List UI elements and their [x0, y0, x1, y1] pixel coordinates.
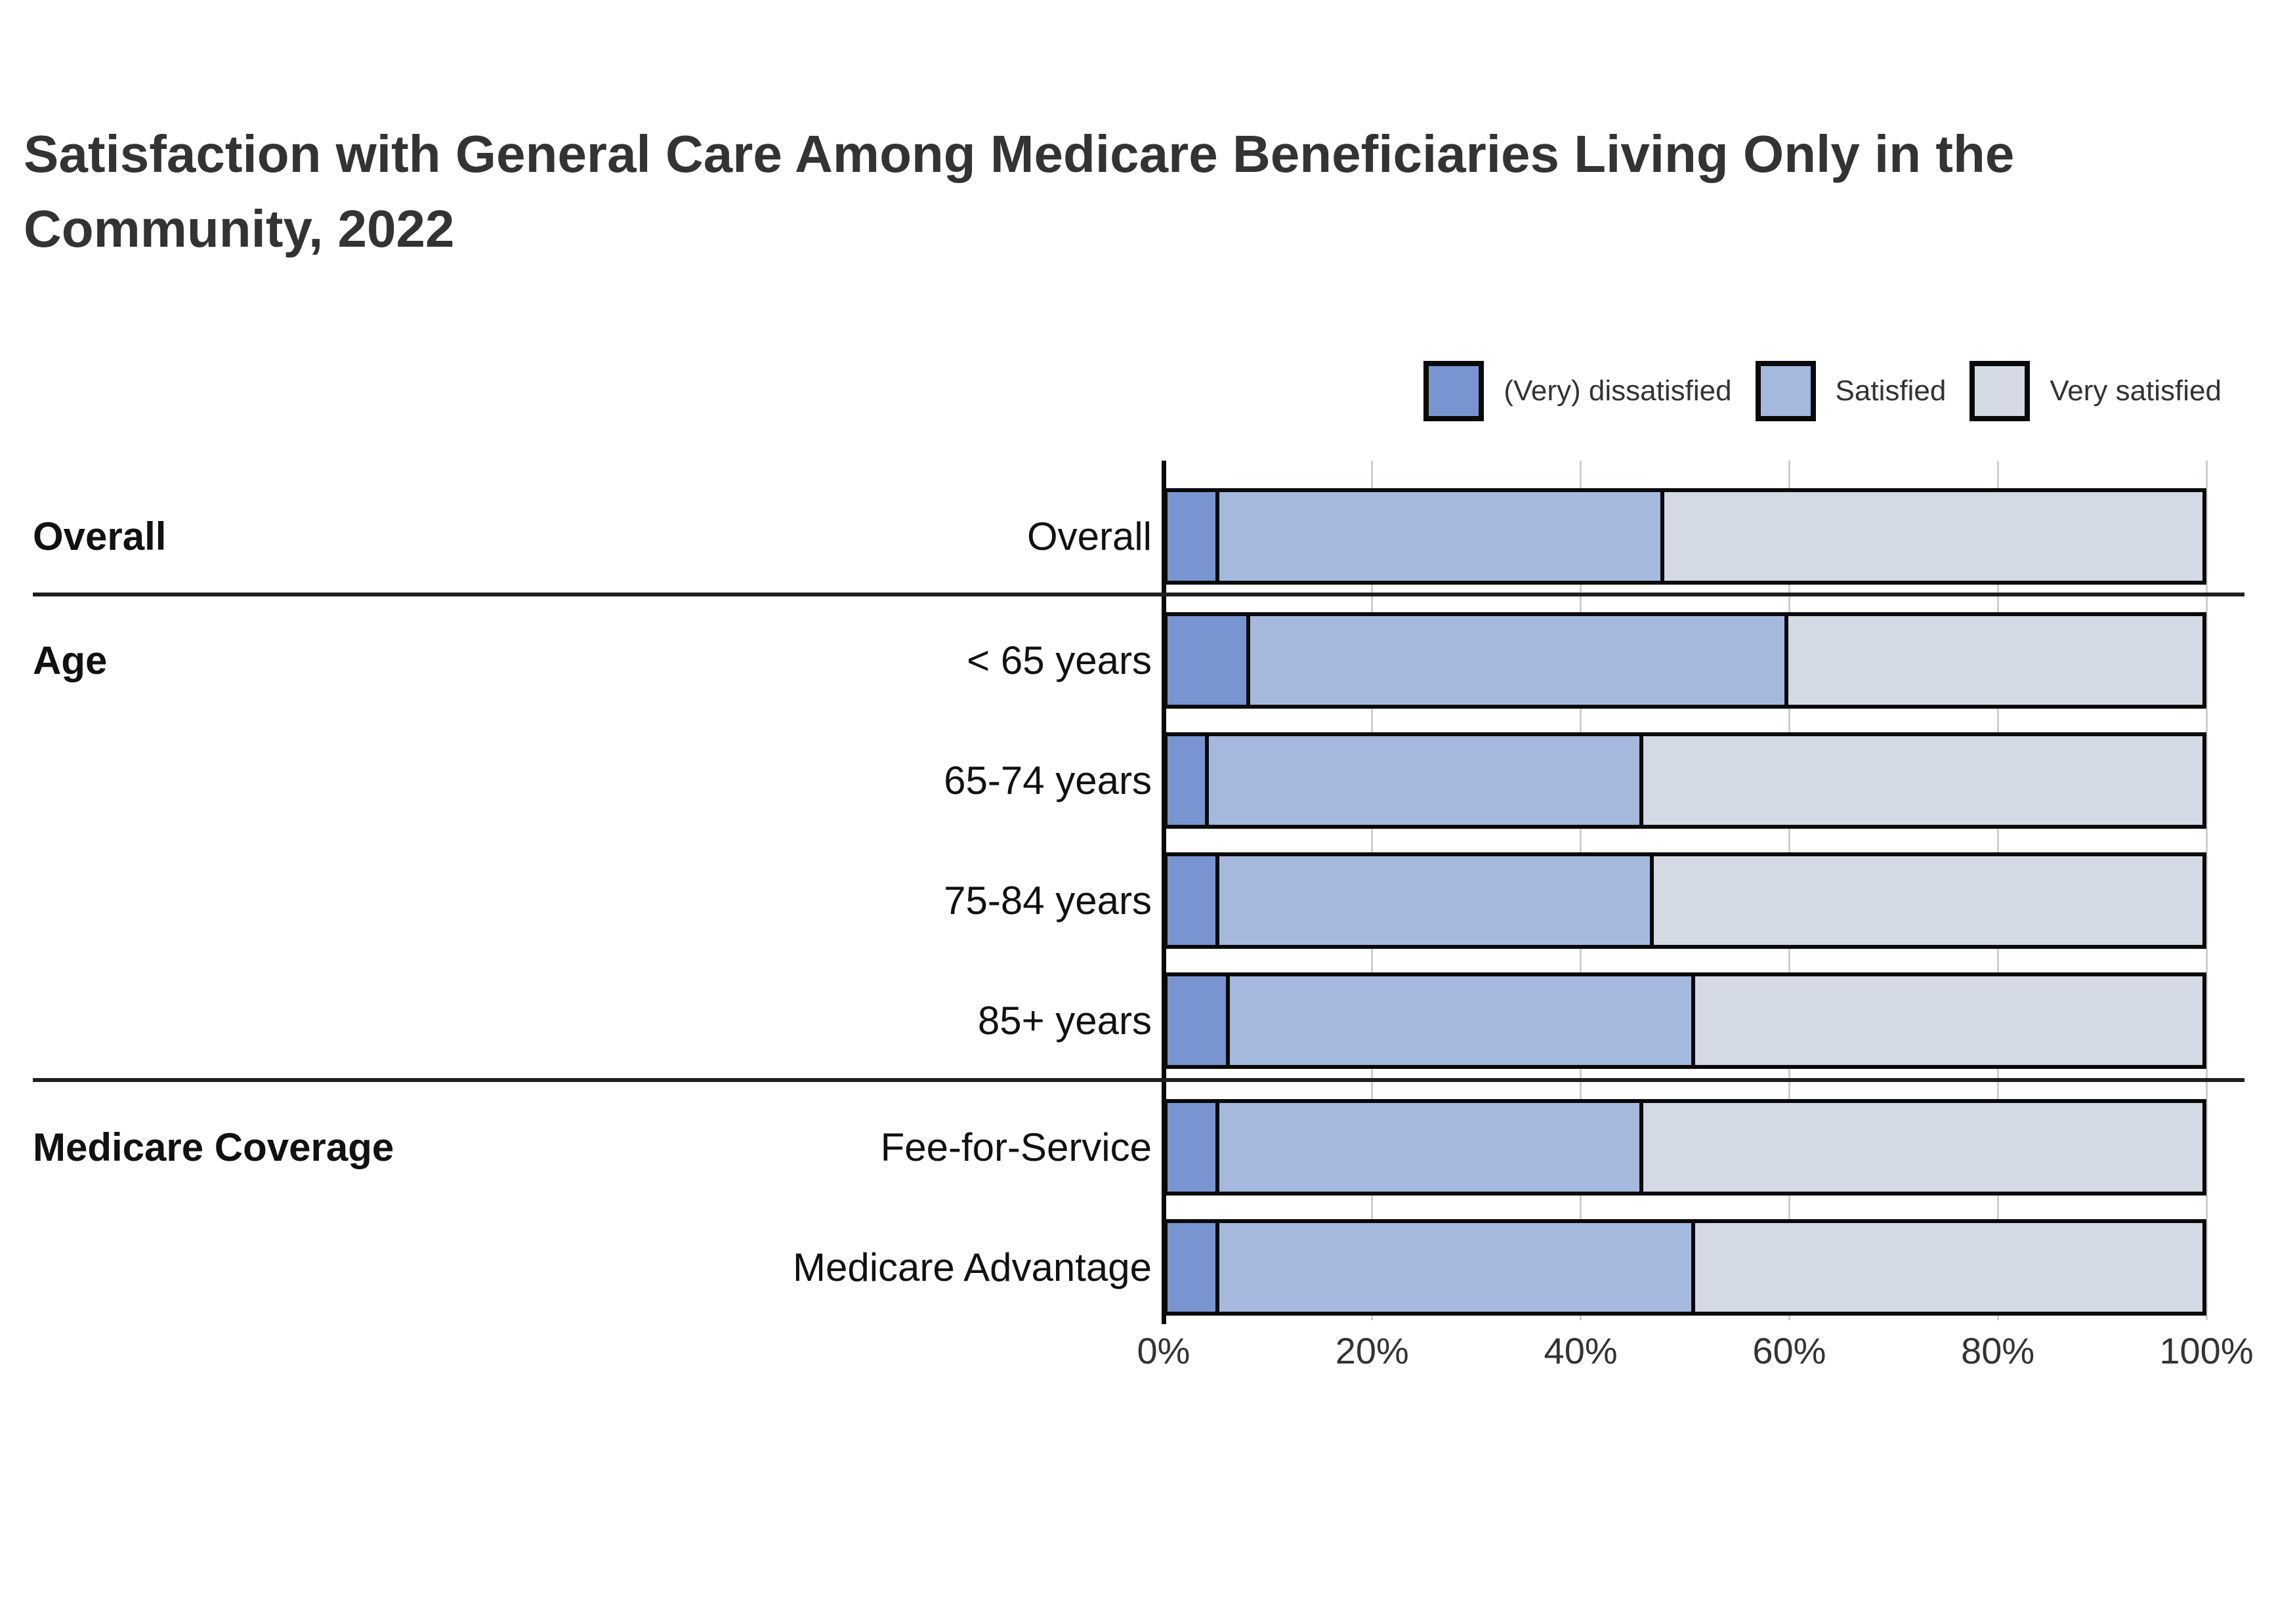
- row-label: < 65 years: [967, 638, 1152, 682]
- bar-row: [1164, 612, 2206, 709]
- bar-segment-dissatisfied: [1168, 736, 1209, 825]
- row-label: 85+ years: [977, 999, 1152, 1043]
- bar-segment-satisfied: [1219, 1103, 1644, 1192]
- page-title-line2: Community, 2022: [24, 199, 455, 259]
- section-divider: [33, 1078, 2244, 1082]
- legend-item-satisfied: [1756, 361, 1947, 421]
- bar-segment-very-satisfied: [1664, 492, 2202, 581]
- bar-segment-satisfied: [1219, 856, 1654, 945]
- bar-row: [1164, 488, 2206, 585]
- x-axis-tick-label: 0%: [1137, 1330, 1190, 1371]
- bar-segment-dissatisfied: [1168, 1223, 1219, 1312]
- bar-segment-dissatisfied: [1168, 976, 1230, 1065]
- bar-segment-satisfied: [1219, 492, 1664, 581]
- legend: [1423, 360, 2221, 423]
- bar-segment-very-satisfied: [1643, 1103, 2202, 1192]
- x-axis-tick-label: 20%: [1335, 1330, 1409, 1371]
- bar-segment-dissatisfied: [1168, 1103, 1219, 1192]
- x-axis-tick-label: 40%: [1544, 1330, 1618, 1371]
- row-label: Medicare Advantage: [792, 1245, 1152, 1289]
- legend-swatch-very-satisfied: [1969, 361, 2030, 421]
- row-label: 65-74 years: [944, 759, 1152, 802]
- bar-segment-very-satisfied: [1695, 1223, 2202, 1312]
- section-divider: [33, 593, 2244, 596]
- bar-segment-dissatisfied: [1168, 616, 1250, 705]
- bar-segment-satisfied: [1219, 1223, 1695, 1312]
- bar-row: [1164, 732, 2206, 829]
- bar-segment-very-satisfied: [1695, 976, 2202, 1065]
- bar-row: [1164, 852, 2206, 949]
- bar-segment-dissatisfied: [1168, 492, 1219, 581]
- group-label: Medicare Coverage: [33, 1125, 394, 1169]
- page-title: [24, 117, 2163, 267]
- x-axis-tick-label: 100%: [2159, 1330, 2254, 1371]
- legend-item-dissatisfied: [1423, 361, 1731, 421]
- legend-label-dissatisfied: (Very) dissatisfied: [1504, 375, 1732, 407]
- legend-item-very-satisfied: [1969, 361, 2221, 421]
- row-label: Fee-for-Service: [880, 1125, 1152, 1169]
- bar-segment-very-satisfied: [1788, 616, 2202, 705]
- bar-segment-dissatisfied: [1168, 856, 1219, 945]
- bar-segment-satisfied: [1209, 736, 1643, 825]
- bar-row: [1164, 972, 2206, 1069]
- group-label: Age: [33, 638, 108, 682]
- bar-segment-very-satisfied: [1643, 736, 2202, 825]
- x-axis-tick-label: 60%: [1752, 1330, 1826, 1371]
- bar-row: [1164, 1219, 2206, 1316]
- legend-label-satisfied: Satisfied: [1835, 375, 1947, 407]
- legend-swatch-satisfied: [1756, 361, 1816, 421]
- group-label: Overall: [33, 514, 167, 558]
- bar-row: [1164, 1099, 2206, 1196]
- legend-label-very-satisfied: Very satisfied: [2050, 375, 2221, 407]
- row-label: Overall: [1026, 514, 1152, 558]
- bar-segment-very-satisfied: [1654, 856, 2202, 945]
- row-label: 75-84 years: [944, 879, 1152, 923]
- x-axis-tick-label: 80%: [1961, 1330, 2035, 1371]
- bar-segment-satisfied: [1230, 976, 1696, 1065]
- legend-swatch-dissatisfied: [1423, 361, 1484, 421]
- page-title-line1: Satisfaction with General Care Among Medicare Beneficiaries Living Only in the: [24, 125, 2015, 183]
- bar-segment-satisfied: [1250, 616, 1788, 705]
